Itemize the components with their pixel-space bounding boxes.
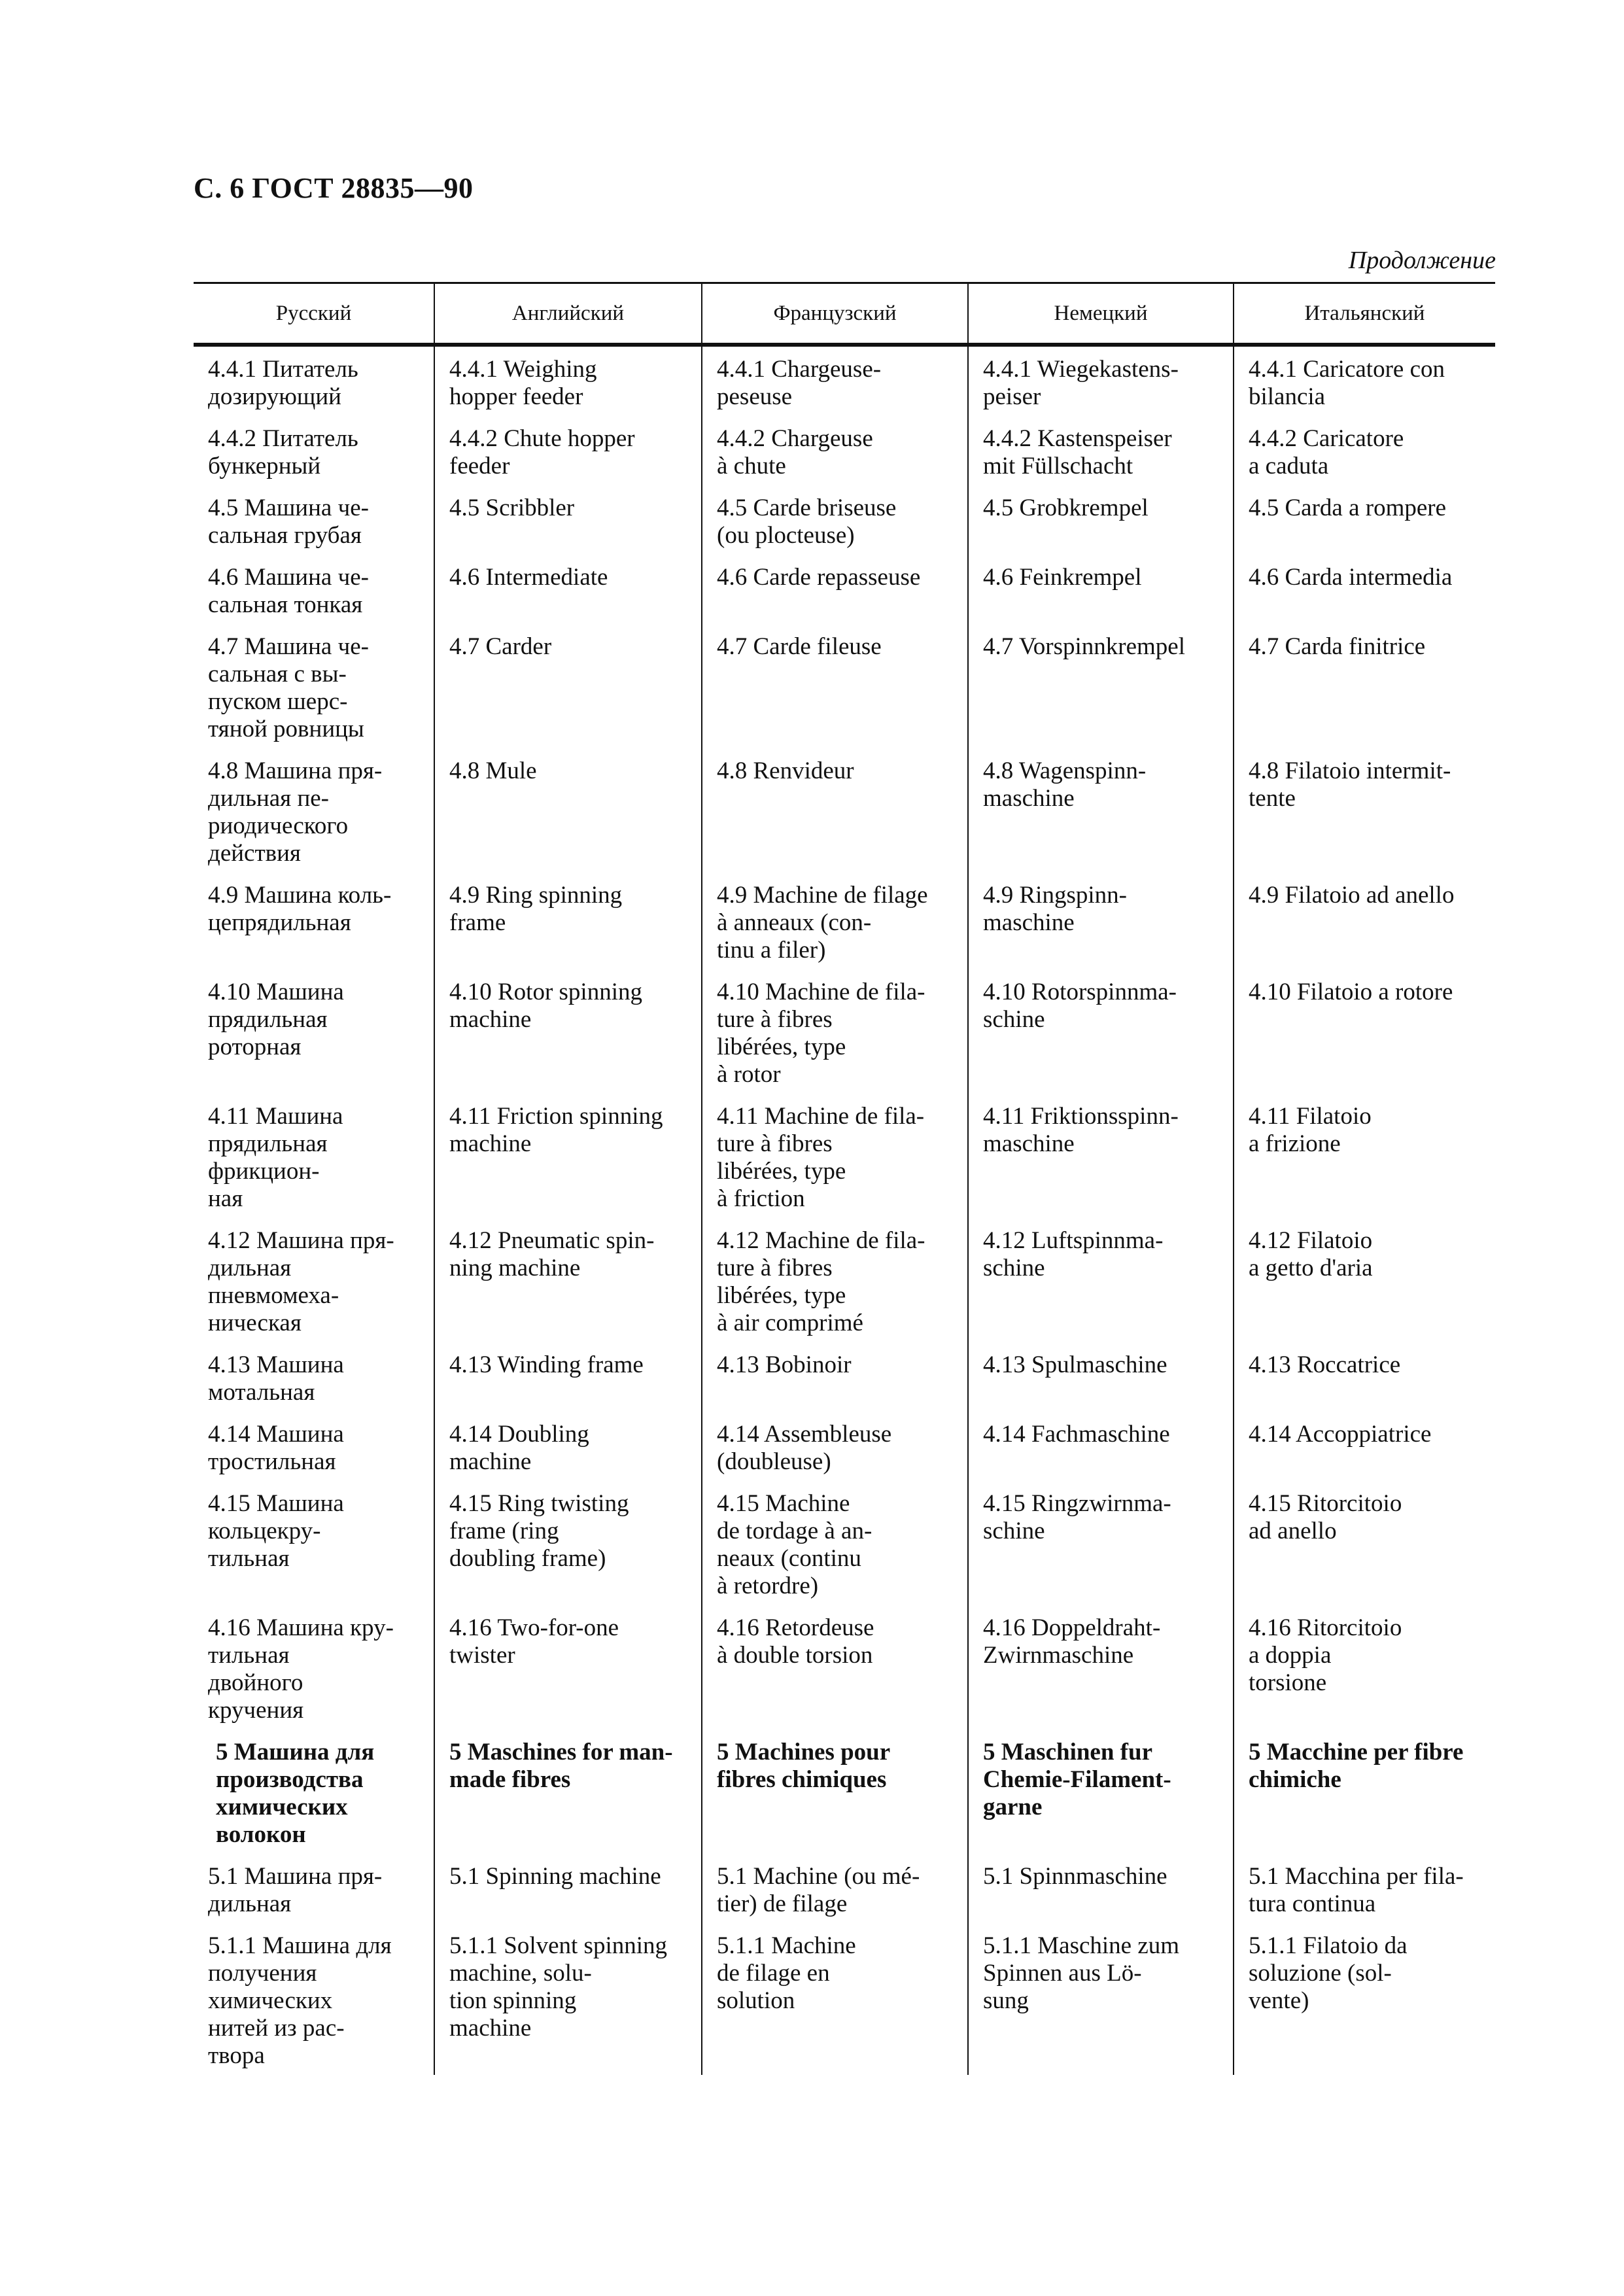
term-text: 4.15 Machine de tordage à an- neaux (continu à retordre) xyxy=(717,1490,872,1599)
table-row xyxy=(194,1094,1495,1218)
cell-german xyxy=(968,1218,1234,1342)
term-text: 4.14 Fachmaschine xyxy=(983,1421,1170,1448)
term-text: 5 Maschinen fur Chemie-Filament- garne xyxy=(983,1739,1171,1820)
term-text: 4.13 Roccatrice xyxy=(1249,1351,1401,1378)
table-row xyxy=(194,485,1495,555)
term-text: 4.5 Scribbler xyxy=(449,495,575,521)
cell-russian xyxy=(194,1923,434,2075)
cell-french xyxy=(702,416,968,485)
cell-french xyxy=(702,1218,968,1342)
cell-german xyxy=(968,1342,1234,1412)
term-text: 4.15 Ritorcitoio ad anello xyxy=(1249,1490,1402,1544)
term-text: 4.13 Машина мотальная xyxy=(208,1351,344,1406)
cell-german xyxy=(968,416,1234,485)
cell-russian xyxy=(194,555,434,624)
table-row xyxy=(194,555,1495,624)
term-text: 4.6 Carde repasseuse xyxy=(717,564,921,591)
term-text: 4.4.2 Caricatore a caduta xyxy=(1249,425,1404,479)
term-text: 4.8 Mule xyxy=(449,757,537,784)
term-text: 4.8 Машина пря- дильная пе- риодического действия xyxy=(208,757,383,867)
cell-italian xyxy=(1234,345,1495,416)
cell-italian xyxy=(1234,1854,1495,1923)
cell-english xyxy=(434,1923,702,2075)
cell-english xyxy=(434,1094,702,1218)
term-text: 4.6 Carda intermedia xyxy=(1249,564,1453,591)
cell-italian xyxy=(1234,555,1495,624)
table-row xyxy=(194,748,1495,873)
term-text: 4.7 Vorspinnkrempel xyxy=(983,633,1186,660)
cell-italian xyxy=(1234,1730,1495,1854)
cell-russian xyxy=(194,624,434,748)
term-text: 4.10 Rotorspinnma- schine xyxy=(983,979,1177,1033)
cell-italian xyxy=(1234,1923,1495,2075)
term-text: 4.10 Rotor spinning machine xyxy=(449,979,642,1033)
term-text: 4.9 Filatoio ad anello xyxy=(1249,882,1455,909)
term-text: 4.4.1 Weighing hopper feeder xyxy=(449,356,597,410)
table-row xyxy=(194,1730,1495,1854)
cell-german xyxy=(968,1854,1234,1923)
cell-french xyxy=(702,555,968,624)
cell-italian xyxy=(1234,1412,1495,1481)
cell-italian xyxy=(1234,748,1495,873)
cell-russian xyxy=(194,1094,434,1218)
terms-table xyxy=(194,282,1495,2075)
cell-german xyxy=(968,1094,1234,1218)
cell-english xyxy=(434,748,702,873)
cell-italian xyxy=(1234,873,1495,969)
term-text: 5.1.1 Машина для получения химических нитей из рас- твора xyxy=(208,1932,392,2069)
cell-french xyxy=(702,1923,968,2075)
cell-russian xyxy=(194,1730,434,1854)
cell-german xyxy=(968,624,1234,748)
term-text: 4.16 Ritorcitoio a doppia torsione xyxy=(1249,1614,1402,1696)
term-text: 4.5 Машина че- сальная грубая xyxy=(208,495,369,549)
cell-german xyxy=(968,1923,1234,2075)
term-text: 5 Maschines for man- made fibres xyxy=(449,1739,673,1793)
cell-french xyxy=(702,1605,968,1730)
cell-russian xyxy=(194,1481,434,1605)
cell-german xyxy=(968,555,1234,624)
term-text: 4.11 Friction spinning machine xyxy=(449,1103,663,1157)
term-text: 4.9 Machine de filage à anneaux (con- tinu a filer) xyxy=(717,882,928,964)
continuation-label: Продолжение xyxy=(1348,247,1496,274)
term-text: 5 Machines pour fibres chimiques xyxy=(717,1739,891,1793)
cell-french xyxy=(702,1094,968,1218)
term-text: 4.8 Wagenspinn- maschine xyxy=(983,757,1147,812)
term-text: 5 Машина для производства химических волокон xyxy=(216,1739,375,1848)
term-text: 5.1.1 Machine de filage en solution xyxy=(717,1932,856,2014)
cell-french xyxy=(702,969,968,1094)
cell-russian xyxy=(194,748,434,873)
term-text: 4.4.1 Wiegekastens- peiser xyxy=(983,356,1179,410)
table-row xyxy=(194,1854,1495,1923)
cell-italian xyxy=(1234,416,1495,485)
cell-french xyxy=(702,748,968,873)
cell-russian xyxy=(194,345,434,416)
cell-french xyxy=(702,873,968,969)
table-row xyxy=(194,1923,1495,2075)
cell-german xyxy=(968,873,1234,969)
cell-english xyxy=(434,1342,702,1412)
cell-german xyxy=(968,1412,1234,1481)
cell-english xyxy=(434,1730,702,1854)
cell-italian xyxy=(1234,1094,1495,1218)
term-text: 4.6 Intermediate xyxy=(449,564,608,591)
column-header-french: Французский xyxy=(702,283,968,345)
term-text: 4.8 Renvideur xyxy=(717,757,854,784)
term-text: 4.15 Ring twisting frame (ring doubling frame) xyxy=(449,1490,629,1572)
term-text: 4.15 Машина кольцекру- тильная xyxy=(208,1490,344,1572)
term-text: 4.7 Машина че- сальная с вы- пуском шерс- тяной ровницы xyxy=(208,633,369,742)
term-text: 4.4.2 Chute hopper feeder xyxy=(449,425,635,479)
term-text: 4.4.1 Chargeuse- peseuse xyxy=(717,356,882,410)
term-text: 4.7 Carde fileuse xyxy=(717,633,882,660)
cell-french xyxy=(702,624,968,748)
cell-english xyxy=(434,969,702,1094)
term-text: 4.14 Assembleuse (doubleuse) xyxy=(717,1421,892,1475)
cell-italian xyxy=(1234,969,1495,1094)
cell-italian xyxy=(1234,1218,1495,1342)
term-text: 4.12 Luftspinnma- schine xyxy=(983,1227,1164,1281)
term-text: 4.10 Машина прядильная роторная xyxy=(208,979,344,1060)
term-text: 4.4.2 Chargeuse à chute xyxy=(717,425,873,479)
cell-english xyxy=(434,345,702,416)
term-text: 5 Macchine per fibre chimiche xyxy=(1249,1739,1464,1793)
term-text: 4.14 Doubling machine xyxy=(449,1421,589,1475)
cell-italian xyxy=(1234,624,1495,748)
cell-french xyxy=(702,1342,968,1412)
term-text: 5.1 Spinnmaschine xyxy=(983,1863,1167,1890)
term-text: 4.5 Grobkrempel xyxy=(983,495,1149,521)
term-text: 4.15 Ringzwirnma- schine xyxy=(983,1490,1171,1544)
term-text: 4.8 Filatoio intermit- tente xyxy=(1249,757,1451,812)
cell-german xyxy=(968,1481,1234,1605)
term-text: 4.13 Spulmaschine xyxy=(983,1351,1167,1378)
cell-french xyxy=(702,345,968,416)
cell-english xyxy=(434,1412,702,1481)
cell-french xyxy=(702,1412,968,1481)
cell-russian xyxy=(194,969,434,1094)
term-text: 5.1 Spinning machine xyxy=(449,1863,661,1890)
cell-english xyxy=(434,1605,702,1730)
cell-russian xyxy=(194,416,434,485)
cell-german xyxy=(968,1730,1234,1854)
table-row xyxy=(194,345,1495,416)
cell-english xyxy=(434,1854,702,1923)
column-header-english: Английский xyxy=(434,283,702,345)
cell-german xyxy=(968,345,1234,416)
table-row xyxy=(194,624,1495,748)
table-row xyxy=(194,1342,1495,1412)
term-text: 5.1.1 Maschine zum Spinnen aus Lö- sung xyxy=(983,1932,1180,2014)
cell-german xyxy=(968,969,1234,1094)
cell-russian xyxy=(194,1218,434,1342)
cell-english xyxy=(434,555,702,624)
term-text: 4.14 Машина тростильная xyxy=(208,1421,344,1475)
cell-english xyxy=(434,1481,702,1605)
cell-french xyxy=(702,1730,968,1854)
cell-italian xyxy=(1234,1342,1495,1412)
column-header-russian: Русский xyxy=(194,283,434,345)
column-header-italian: Итальянский xyxy=(1234,283,1495,345)
term-text: 4.5 Carde briseuse (ou plocteuse) xyxy=(717,495,897,549)
term-text: 4.9 Ringspinn- maschine xyxy=(983,882,1127,936)
term-text: 4.5 Carda a rompere xyxy=(1249,495,1447,521)
term-text: 4.16 Машина кру- тильная двойного кручения xyxy=(208,1614,394,1724)
cell-russian xyxy=(194,1342,434,1412)
term-text: 5.1 Machine (ou mé- tier) de filage xyxy=(717,1863,920,1917)
term-text: 4.6 Машина че- сальная тонкая xyxy=(208,564,369,618)
cell-french xyxy=(702,485,968,555)
term-text: 4.4.2 Питатель бункерный xyxy=(208,425,358,479)
cell-russian xyxy=(194,1605,434,1730)
cell-german xyxy=(968,485,1234,555)
table-row xyxy=(194,1412,1495,1481)
table-row xyxy=(194,1605,1495,1730)
term-text: 4.16 Two-for-one twister xyxy=(449,1614,619,1669)
column-header-german: Немецкий xyxy=(968,283,1234,345)
term-text: 4.16 Retordeuse à double torsion xyxy=(717,1614,874,1669)
table-row xyxy=(194,1481,1495,1605)
term-text: 4.10 Filatoio a rotore xyxy=(1249,979,1453,1005)
cell-russian xyxy=(194,1412,434,1481)
cell-german xyxy=(968,1605,1234,1730)
term-text: 4.13 Winding frame xyxy=(449,1351,644,1378)
term-text: 4.10 Machine de fila- ture à fibres libérées, type à rotor xyxy=(717,979,925,1088)
term-text: 4.4.1 Caricatore con bilancia xyxy=(1249,356,1445,410)
cell-english xyxy=(434,873,702,969)
table-row xyxy=(194,1218,1495,1342)
term-text: 4.11 Filatoio a frizione xyxy=(1249,1103,1372,1157)
cell-russian xyxy=(194,485,434,555)
term-text: 5.1.1 Filatoio da soluzione (sol- vente) xyxy=(1249,1932,1408,2014)
term-text: 5.1 Машина пря- дильная xyxy=(208,1863,383,1917)
cell-english xyxy=(434,416,702,485)
term-text: 4.11 Machine de fila- ture à fibres libérées, type à friction xyxy=(717,1103,925,1212)
term-text: 4.12 Machine de fila- ture à fibres libérées, type à air comprimé xyxy=(717,1227,925,1336)
cell-russian xyxy=(194,1854,434,1923)
cell-english xyxy=(434,1218,702,1342)
term-text: 5.1 Macchina per fila- tura continua xyxy=(1249,1863,1464,1917)
cell-french xyxy=(702,1481,968,1605)
cell-italian xyxy=(1234,485,1495,555)
table-header-row xyxy=(194,283,1495,345)
term-text: 4.11 Машина прядильная фрикцион- ная xyxy=(208,1103,343,1212)
table-row xyxy=(194,416,1495,485)
cell-italian xyxy=(1234,1481,1495,1605)
cell-italian xyxy=(1234,1605,1495,1730)
cell-english xyxy=(434,485,702,555)
term-text: 5.1.1 Solvent spinning machine, solu- tion spinning machine xyxy=(449,1932,668,2042)
term-text: 4.12 Filatoio a getto d'aria xyxy=(1249,1227,1373,1281)
cell-german xyxy=(968,748,1234,873)
term-text: 4.13 Bobinoir xyxy=(717,1351,852,1378)
term-text: 4.4.1 Питатель дозирующий xyxy=(208,356,358,410)
term-text: 4.4.2 Kastenspeiser mit Füllschacht xyxy=(983,425,1172,479)
cell-french xyxy=(702,1854,968,1923)
term-text: 4.9 Ring spinning frame xyxy=(449,882,623,936)
table-row xyxy=(194,873,1495,969)
term-text: 4.7 Carder xyxy=(449,633,552,660)
term-text: 4.6 Feinkrempel xyxy=(983,564,1142,591)
table-row xyxy=(194,969,1495,1094)
term-text: 4.7 Carda finitrice xyxy=(1249,633,1426,660)
term-text: 4.16 Doppeldraht- Zwirnmaschine xyxy=(983,1614,1161,1669)
terms-table-container xyxy=(194,282,1495,2075)
cell-russian xyxy=(194,873,434,969)
cell-english xyxy=(434,624,702,748)
term-text: 4.12 Pneumatic spin- ning machine xyxy=(449,1227,655,1281)
page-header: С. 6 ГОСТ 28835—90 xyxy=(194,172,474,204)
term-text: 4.14 Accoppiatrice xyxy=(1249,1421,1432,1448)
table-body xyxy=(194,345,1495,2075)
term-text: 4.12 Машина пря- дильная пневмомеха- ническая xyxy=(208,1227,394,1336)
term-text: 4.9 Машина коль- цепрядильная xyxy=(208,882,392,936)
term-text: 4.11 Friktionsspinn- maschine xyxy=(983,1103,1179,1157)
